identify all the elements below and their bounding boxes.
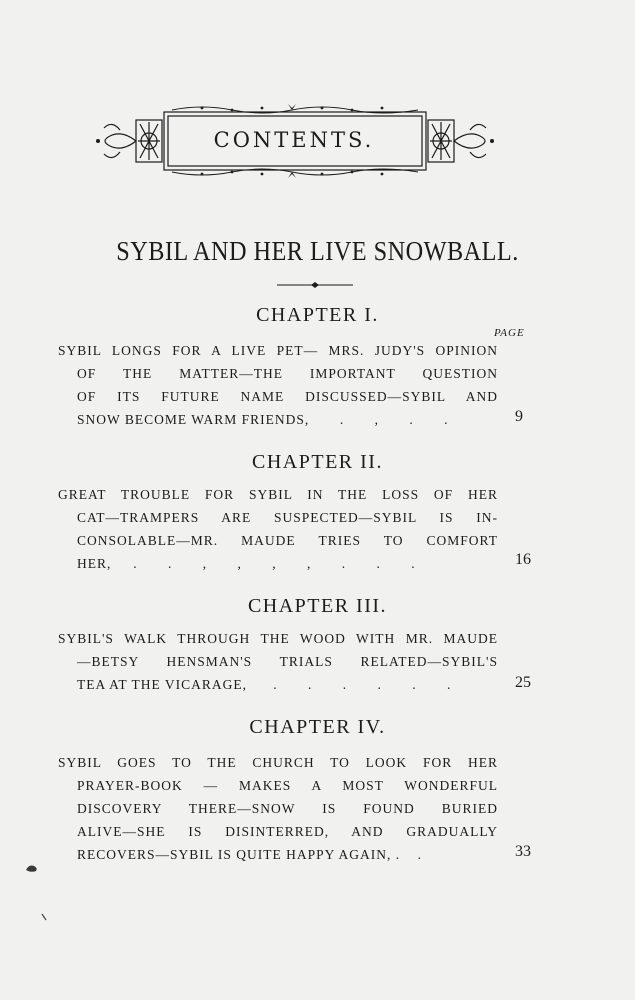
- entry-line: CAT—TRAMPERS ARE SUSPECTED—SYBIL IS IN-: [77, 510, 498, 525]
- dot-leaders: .: [417, 847, 436, 862]
- entry-line: PRAYER-BOOK — MAKES A MOST WONDERFUL: [77, 778, 498, 793]
- page-number: 25: [515, 674, 531, 691]
- entry-line: ALIVE—SHE IS DISINTERRED, AND GRADUALLY: [77, 824, 498, 839]
- toc-entry: [58, 339, 498, 431]
- entry-line: CONSOLABLE—MR. MAUDE TRIES TO COMFORT: [77, 533, 498, 548]
- toc-entry: [58, 483, 498, 575]
- entry-line: SYBIL LONGS FOR A LIVE PET— MRS. JUDY'S OPINION: [58, 343, 498, 358]
- entry-line-last: [58, 408, 498, 431]
- entry-line: DISCOVERY THERE—SNOW IS FOUND BURIED: [77, 801, 498, 816]
- chapter-heading: CHAPTER III.: [247, 595, 388, 617]
- page-number: 33: [515, 843, 531, 860]
- dot-leaders: . . , , , , . . .: [133, 556, 429, 571]
- entry-line: GREAT TROUBLE FOR SYBIL IN THE LOSS OF HER: [58, 487, 498, 502]
- toc-entry: [58, 627, 498, 696]
- dot-leaders: . , . .: [339, 412, 462, 427]
- ink-speck-mark: [40, 912, 48, 922]
- title-rule-ornament: [275, 280, 355, 290]
- entry-line: SYBIL'S WALK THROUGH THE WOOD WITH MR. MAUDE: [58, 631, 498, 646]
- entry-line: OF ITS FUTURE NAME DISCUSSED—SYBIL AND: [77, 389, 498, 404]
- dot-leaders: . . . . . .: [273, 677, 465, 692]
- book-title: SYBIL AND HER LIVE SNOWBALL.: [116, 236, 519, 266]
- entry-line-text: SNOW BECOME WARM FRIENDS,: [77, 412, 310, 427]
- entry-line-last: [58, 843, 498, 866]
- entry-line-text: HER,: [77, 556, 112, 571]
- chapter-heading: CHAPTER II.: [252, 451, 383, 473]
- chapter-heading: CHAPTER I.: [256, 304, 379, 326]
- entry-line-text: RECOVERS—SYBIL IS QUITE HAPPY AGAIN, .: [77, 847, 401, 862]
- entry-line: OF THE MATTER—THE IMPORTANT QUESTION: [77, 366, 498, 381]
- entry-line: —BETSY HENSMAN'S TRIALS RELATED—SYBIL'S: [77, 654, 498, 669]
- ink-blot-mark: [24, 862, 40, 874]
- entry-line: SYBIL GOES TO THE CHURCH TO LOOK FOR HER: [58, 755, 498, 770]
- page-number: 9: [515, 408, 523, 425]
- page-column-label: PAGE: [494, 327, 525, 339]
- entry-line-last: [58, 673, 498, 696]
- entry-line-last: [58, 552, 498, 575]
- chapter-heading: CHAPTER IV.: [249, 716, 386, 738]
- toc-entry: [58, 751, 498, 866]
- page-number: 16: [515, 551, 531, 568]
- contents-heading: CONTENTS.: [213, 128, 375, 152]
- entry-line-text: TEA AT THE VICARAGE,: [77, 677, 248, 692]
